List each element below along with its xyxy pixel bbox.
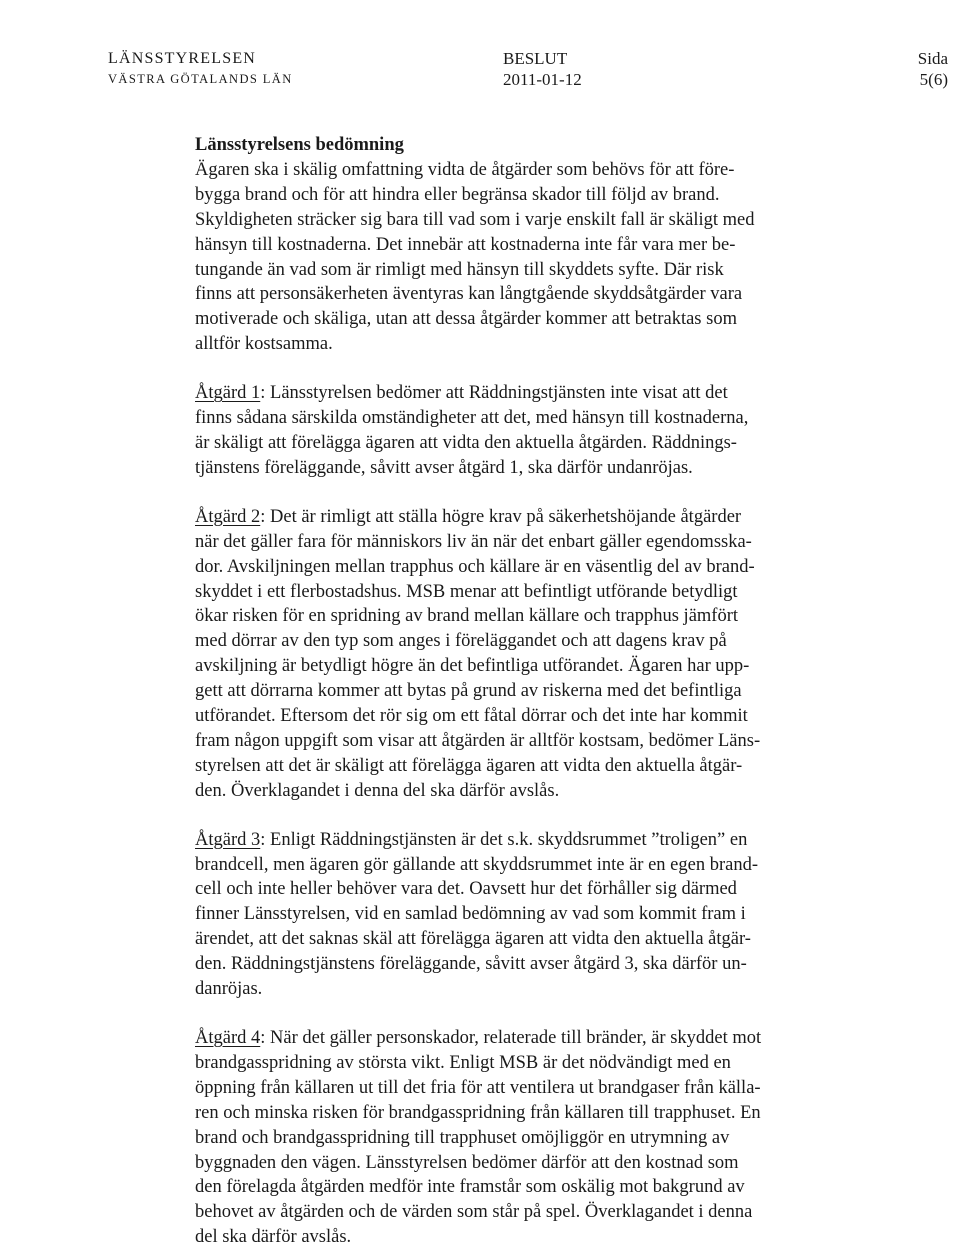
measure-line: med dörrar av den typ som anges i föreläggandet och att dagens krav på — [195, 631, 727, 652]
measure-line: fram någon uppgift som visar att åtgärden är alltför kostsam, bedömer Läns- — [195, 730, 761, 751]
intro-line: bygga brand och för att hindra eller begränsa skador till följd av brand. — [195, 184, 720, 205]
section-heading: Länsstyrelsens bedömning — [195, 135, 404, 155]
measure-line: när det gäller fara för människors liv än när det enbart gäller egendomsska- — [195, 531, 752, 552]
measure-3-paragraph — [195, 828, 845, 1002]
measure-line: cell och inte heller behöver vara det. Oavsett hur det förhåller sig därmed — [195, 879, 737, 900]
measure-line: dor. Avskiljningen mellan trapphus och källare är en väsentlig del av brand- — [195, 556, 755, 577]
authority-block — [108, 48, 293, 89]
measure-line: byggnaden den vägen. Länsstyrelsen bedömer därför att den kostnad som — [195, 1152, 739, 1173]
measure-label: Åtgärd 4 — [195, 1028, 261, 1048]
page-label: Sida — [917, 49, 948, 68]
measure-text: : När det gäller personskador, relaterade till bränder, är skyddet mot — [260, 1028, 762, 1048]
authority-county: VÄSTRA GÖTALANDS LÄN — [108, 72, 293, 86]
intro-line: motiverade och skäliga, utan att dessa åtgärder kommer att betraktas som — [195, 309, 737, 330]
measure-first-line — [195, 828, 845, 853]
measure-line: behovet av åtgärden och de värden som står på spel. Överklagandet i denna — [195, 1202, 753, 1223]
intro-line: alltför kostsamma. — [195, 334, 333, 355]
measure-first-line — [195, 1026, 845, 1051]
measure-text: : Enligt Räddningstjänsten är det s.k. skyddsrummet ”troligen” en — [260, 829, 748, 850]
measure-line: gett att dörrarna kommer att bytas på grund av riskerna med det befintliga — [195, 681, 742, 702]
measure-label: Åtgärd 1 — [195, 383, 261, 404]
measure-1-paragraph — [195, 381, 845, 481]
measure-line: tjänstens föreläggande, såvitt avser åtgärd 1, ska därför undanröjas. — [195, 457, 693, 478]
intro-line: finns att personsäkerheten äventyras kan långtgående skyddsåtgärder vara — [195, 284, 743, 305]
measure-first-line — [195, 381, 845, 406]
measure-line: skyddet i ett flerbostadshus. MSB menar att befintligt utförande betydligt — [195, 581, 738, 602]
document-date: 2011-01-12 — [503, 70, 582, 89]
measure-line: brand och brandgasspridning till trapphuset omöjliggör en utrymning av — [195, 1127, 730, 1148]
measure-label: Åtgärd 3 — [195, 829, 261, 850]
measure-line: brandcell, men ägaren gör gällande att skyddsrummet inte är en egen brand- — [195, 854, 759, 875]
measure-first-line — [195, 505, 845, 530]
intro-line: Ägaren ska i skälig omfattning vidta de åtgärder som behövs för att före- — [195, 159, 735, 180]
document-body — [195, 133, 845, 1250]
measure-line: brandgasspridning av största vikt. Enligt MSB är det nödvändigt med en — [195, 1052, 731, 1073]
measure-line: ärendet, att det saknas skäl att förelägga ägaren att vidta den aktuella åtgär- — [195, 929, 751, 950]
measure-2-paragraph — [195, 505, 845, 804]
measure-line: den förelagda åtgärden medför inte framstår som oskälig mot bakgrund av — [195, 1177, 745, 1198]
measure-line: danröjas. — [195, 979, 263, 1000]
assessment-section — [195, 133, 845, 357]
measure-line: den. Räddningstjänstens föreläggande, såvitt avser åtgärd 3, ska därför un- — [195, 954, 747, 975]
measure-line: är skäligt att förelägga ägaren att vidta den aktuella åtgärden. Räddnings- — [195, 432, 737, 453]
measure-text: : Länsstyrelsen bedömer att Räddningstjänsten inte visat att det — [260, 383, 728, 404]
measure-line: finner Länsstyrelsen, vid en samlad bedömning av vad som kommit fram i — [195, 904, 746, 925]
measure-line: utförandet. Eftersom det rör sig om ett fåtal dörrar och det inte har kommit — [195, 706, 748, 727]
measure-label: Åtgärd 2 — [195, 506, 261, 527]
measure-line: styrelsen att det är skäligt att förelägga ägaren att vidta den aktuella åtgär- — [195, 755, 743, 776]
decision-block — [503, 48, 582, 90]
measure-line: ökar risken för en spridning av brand mellan källare och trapphus jämfört — [195, 606, 739, 627]
measure-line: del ska därför avslås. — [195, 1227, 352, 1248]
document-type: BESLUT — [503, 49, 568, 68]
page-number: 5(6) — [919, 70, 948, 89]
measure-line: ren och minska risken för brandgasspridning från källaren till trapphuset. En — [195, 1102, 761, 1123]
letterhead — [0, 48, 960, 98]
measure-line: den. Överklagandet i denna del ska därför avslås. — [195, 780, 560, 801]
intro-line: hänsyn till kostnaderna. Det innebär att kostnaderna inte får vara mer be- — [195, 234, 736, 255]
intro-line: tungande än vad som är rimligt med hänsyn till skyddets syfte. Där risk — [195, 259, 724, 280]
authority-name: LÄNSSTYRELSEN — [108, 50, 257, 67]
measure-4-paragraph — [195, 1026, 845, 1250]
page-indicator — [918, 48, 948, 90]
measure-line: finns sådana särskilda omständigheter att det, med hänsyn till kostnaderna, — [195, 408, 749, 429]
intro-line: Skyldigheten sträcker sig bara till vad som i varje enskilt fall är skäligt med — [195, 209, 755, 230]
measure-text: : Det är rimligt att ställa högre krav på säkerhetshöjande åtgärder — [260, 506, 742, 527]
measure-line: öppning från källaren ut till det fria för att ventilera ut brandgaser från källa- — [195, 1077, 761, 1098]
measure-line: avskiljning är betydligt högre än det befintliga utförandet. Ägaren har upp- — [195, 656, 750, 677]
